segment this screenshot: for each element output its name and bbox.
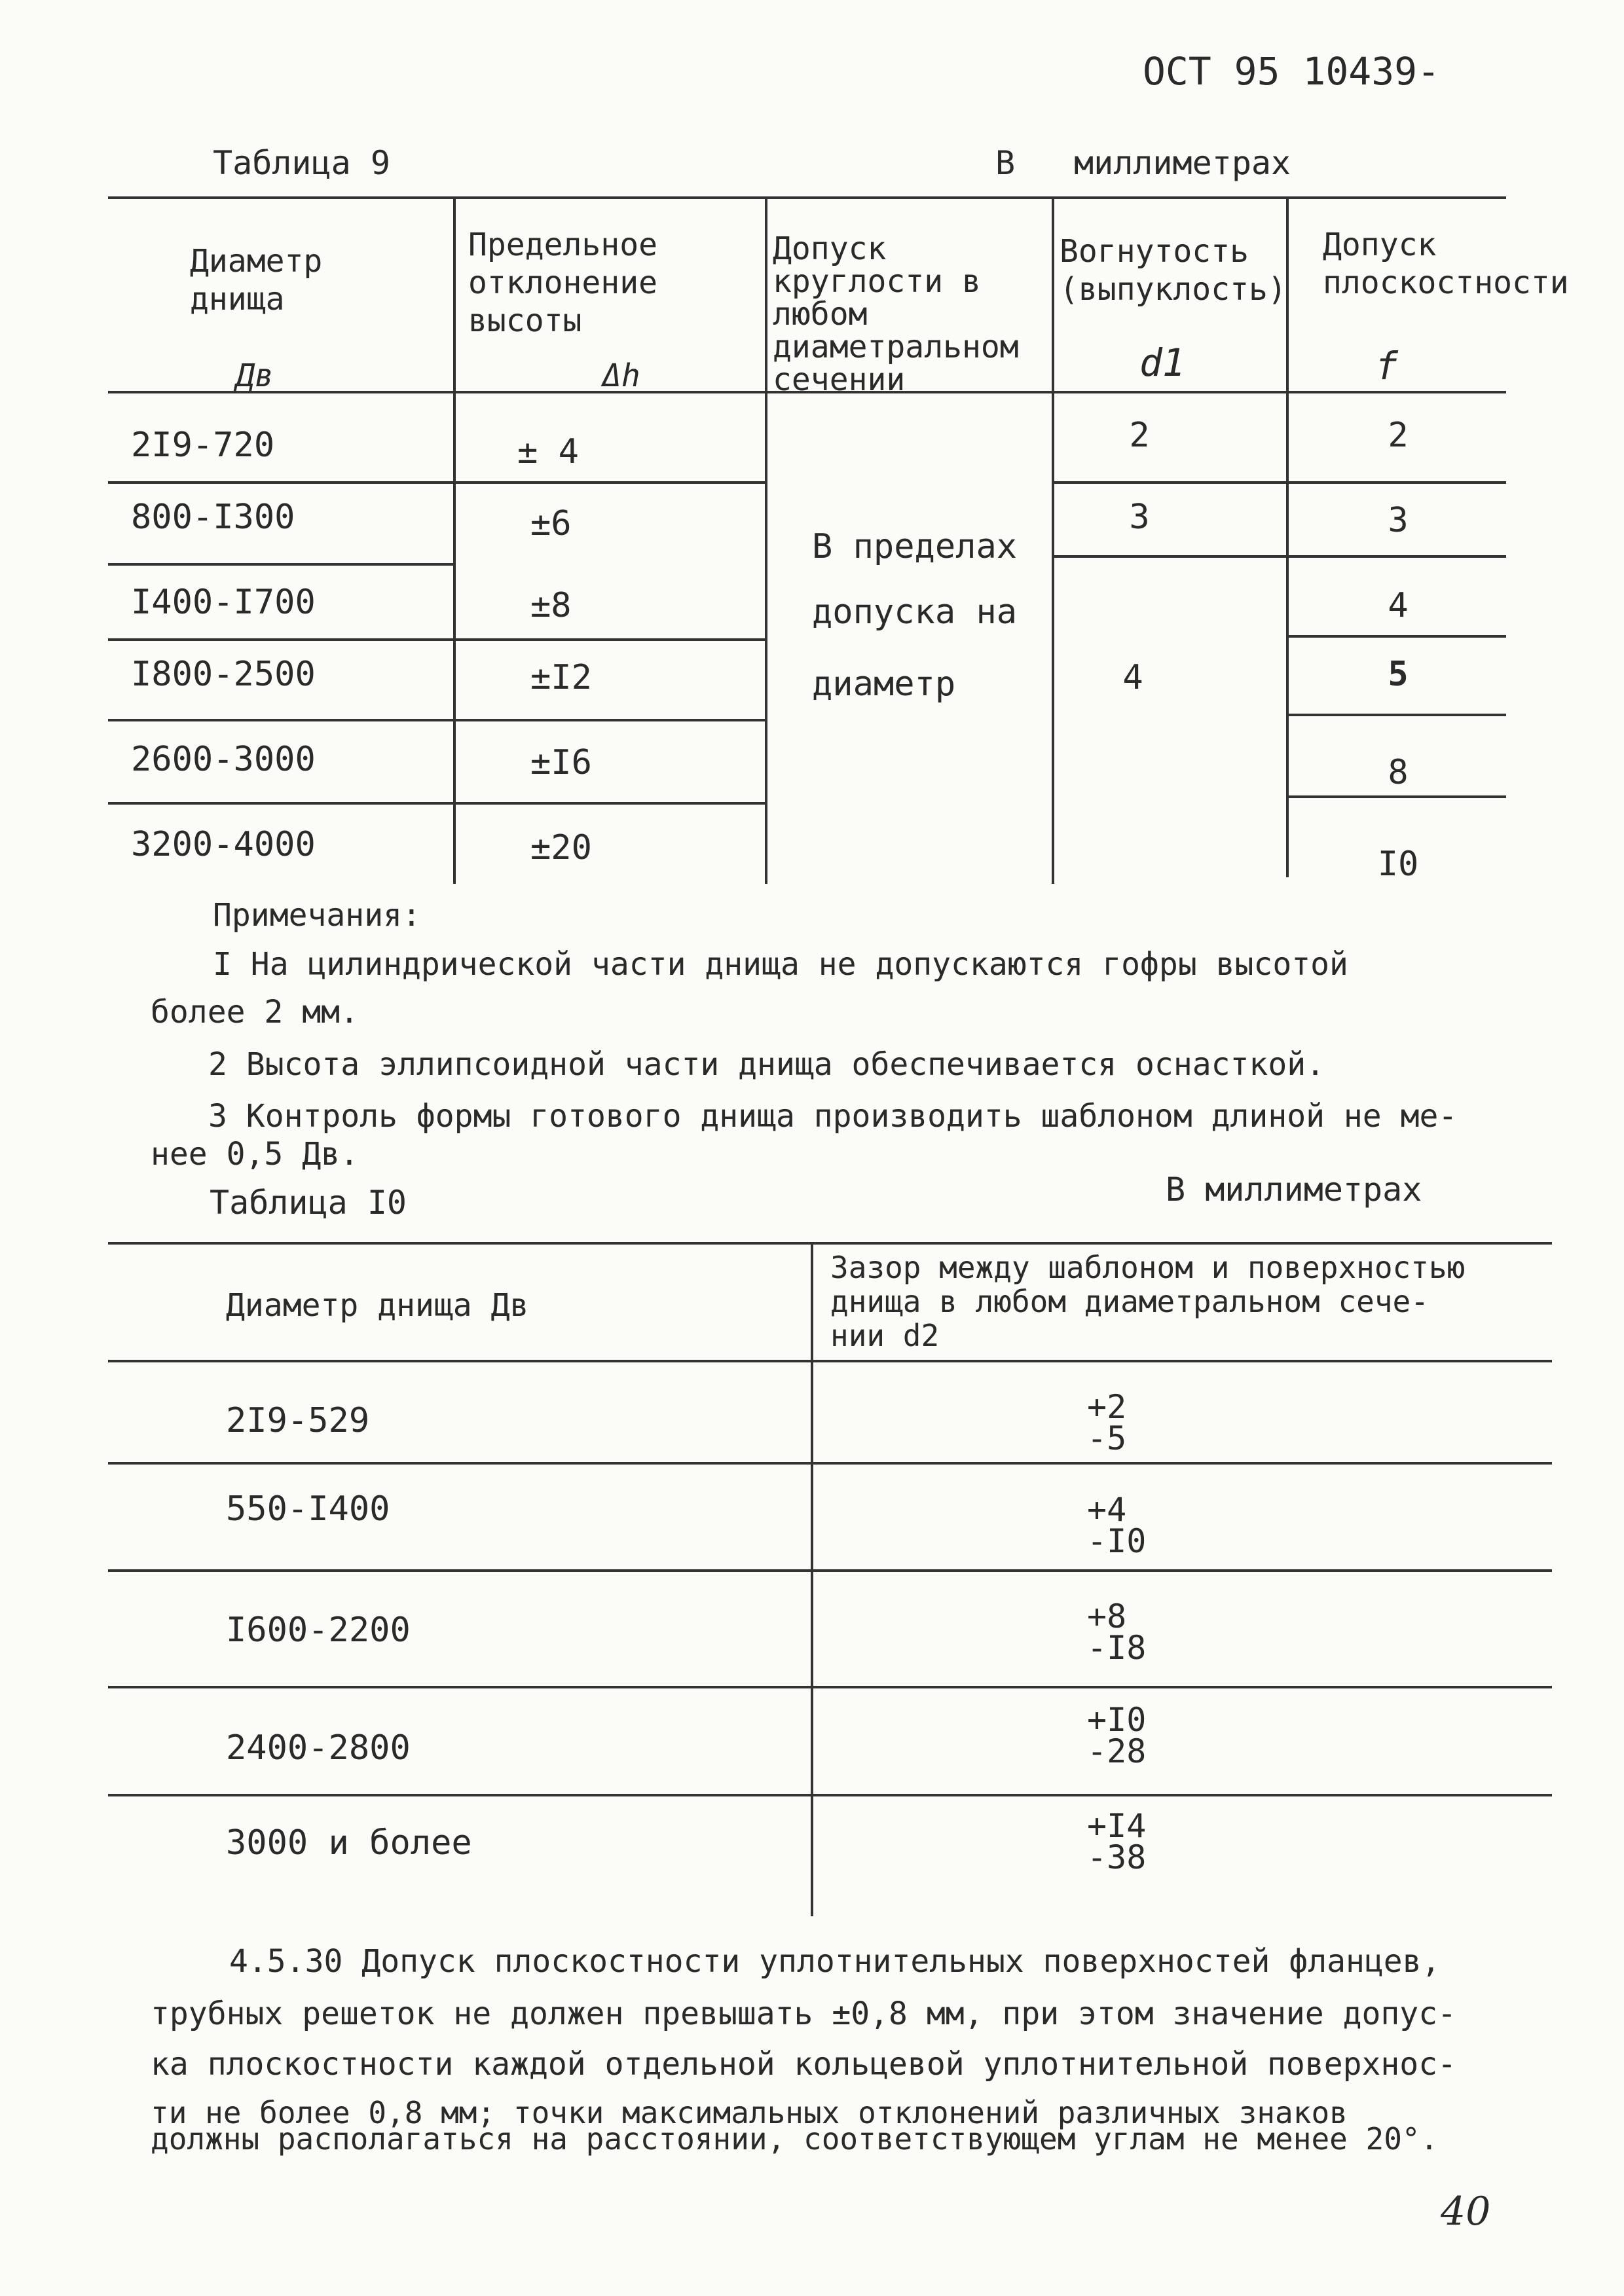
table10-cell-diameter: I600-2200 [226,1611,411,1650]
table9-cell-deviation: ±20 [530,828,592,867]
table9-row-rule [108,802,766,805]
table9-cell-diameter: I400-I700 [131,583,316,622]
table10-row-rule [108,1794,1552,1796]
table9-row-rule [1286,555,1506,558]
table10-cell-gap-minus: -38 [1087,1838,1147,1876]
table9-roundness-merged: диаметр [812,665,956,704]
table10-row-rule [108,1462,1552,1465]
paragraph-line: ка плоскостности каждой отдельной кольцевой уплотнительной поверхнос- [151,2046,1456,2083]
table9-header-concavity: Вогнутость (выпуклость) [1060,233,1287,308]
table10-cell-diameter: 550-I400 [226,1489,390,1529]
table9-row-rule [108,481,766,484]
table10-header-gap: днища в любом диаметральном сече- [830,1284,1429,1319]
table9-row-rule [1286,795,1506,798]
table10-cell-gap-minus: -I8 [1087,1629,1147,1667]
table9-cell-concavity: 4 [1122,658,1143,697]
table9-row-rule [1052,481,1287,484]
notes-line: I На цилиндрической части днища не допускаются гофры высотой [213,946,1348,983]
table10-cell-diameter: 3000 и более [226,1823,472,1863]
notes-line: 3 Контроль формы готового днища производить шаблоном длиной не ме- [208,1098,1458,1135]
table9-row-rule [1286,714,1506,716]
table10-cell-gap-plus: +I0 [1087,1701,1147,1739]
table10-cell-gap-plus: +4 [1087,1491,1127,1529]
table10-header-gap: нии d2 [830,1318,940,1353]
table9-cell-flatness: I0 [1377,845,1419,884]
document-code: ОСТ 95 10439- [1143,49,1440,94]
table9-cell-flatness: 8 [1388,753,1409,792]
paragraph-line: должны располагаться на расстоянии, соответствующем углам не менее 20°. [151,2121,1439,2157]
table9-header-roundness: Допуск круглости в любом диаметральном сечении [773,230,1019,398]
table9-cell-concavity: 3 [1129,498,1150,537]
table10-row-rule [108,1686,1552,1688]
table9-cell-deviation: ±6 [530,504,572,543]
table9-symbol-deviation: Δh [602,357,640,394]
table9-cell-concavity: 2 [1129,416,1150,455]
table9-header-deviation: Предельное отклонение высоты [468,227,657,339]
table9-roundness-merged: допуска на [812,592,1018,632]
table9-roundness-merged: В пределах [812,527,1018,566]
table10-cell-gap-plus: +8 [1087,1597,1127,1635]
table9-row-rule [1052,555,1287,558]
table9-row-rule [1286,481,1506,484]
table10-cell-gap-minus: -5 [1087,1419,1127,1457]
page-number: 40 [1441,2189,1491,2234]
notes-line: более 2 мм. [151,994,359,1030]
paragraph-line: трубных решеток не должен превышать ±0,8 мм, при этом значение допус- [151,1995,1456,2032]
table10-top-rule [108,1242,1552,1245]
paragraph-line: 4.5.30 Допуск плоскостности уплотнительных поверхностей фланцев, [229,1943,1441,1980]
table9-row-rule [1286,635,1506,638]
table10-header-diameter: Диаметр днища Дв [226,1287,529,1324]
table9-title: Таблица 9 [213,144,390,182]
table10-cell-diameter: 2I9-529 [226,1401,370,1440]
table10-header-rule [108,1360,1552,1362]
table9-header-diameter: Диаметр днища [190,243,323,318]
table10-header-gap: Зазор между шаблоном и поверхностью [830,1250,1466,1285]
table9-cell-flatness: 2 [1388,416,1409,455]
table9-cell-diameter: 3200-4000 [131,825,316,864]
table9-cell-flatness: 5 [1388,655,1409,694]
table10-cell-gap-plus: +I4 [1087,1807,1147,1845]
table9-row-rule [108,563,455,566]
table9-symbol-concavity: d1 [1139,340,1185,385]
table9-symbol-diameter: Дв [236,357,274,394]
table10-cell-diameter: 2400-2800 [226,1728,411,1768]
table9-symbol-flatness: f [1375,344,1398,388]
table10-cell-gap-minus: -28 [1087,1732,1147,1770]
table9-cell-flatness: 3 [1388,501,1409,540]
notes-line: 2 Высота эллипсоидной части днища обеспечивается оснасткой. [208,1046,1325,1083]
table9-vrule [1052,196,1054,884]
table9-cell-flatness: 4 [1388,586,1409,625]
table9-cell-deviation: ±I2 [530,658,592,697]
table9-cell-diameter: 2600-3000 [131,740,316,779]
table10-vrule [811,1242,813,1916]
table9-units-prefix: В [995,144,1016,182]
paragraph-line: ти не более 0,8 мм; точки максимальных отклонений различных знаков [151,2095,1348,2130]
table9-vrule [453,196,456,884]
notes-line: нее 0,5 Дв. [151,1136,359,1173]
table10-cell-gap-minus: -I0 [1087,1522,1147,1560]
table9-header-flatness: Допуск плоскостности [1323,227,1569,301]
table10-cell-gap-plus: +2 [1087,1388,1127,1426]
table9-row-rule [108,638,766,641]
table9-cell-diameter: 800-I300 [131,498,295,537]
table9-cell-deviation: ±8 [530,586,572,625]
table9-cell-diameter: I800-2500 [131,655,316,694]
table9-cell-deviation: ± 4 [517,432,579,471]
table9-top-rule [108,196,1506,199]
table9-vrule [765,196,767,884]
table9-row-rule [108,719,766,721]
table9-cell-diameter: 2I9-720 [131,426,275,465]
table9-units: миллиметрах [1074,144,1291,182]
table10-title: Таблица I0 [210,1184,407,1222]
notes-title: Примечания: [213,897,421,934]
table10-row-rule [108,1569,1552,1572]
table9-cell-deviation: ±I6 [530,743,592,782]
table10-units: В миллиметрах [1166,1171,1422,1209]
